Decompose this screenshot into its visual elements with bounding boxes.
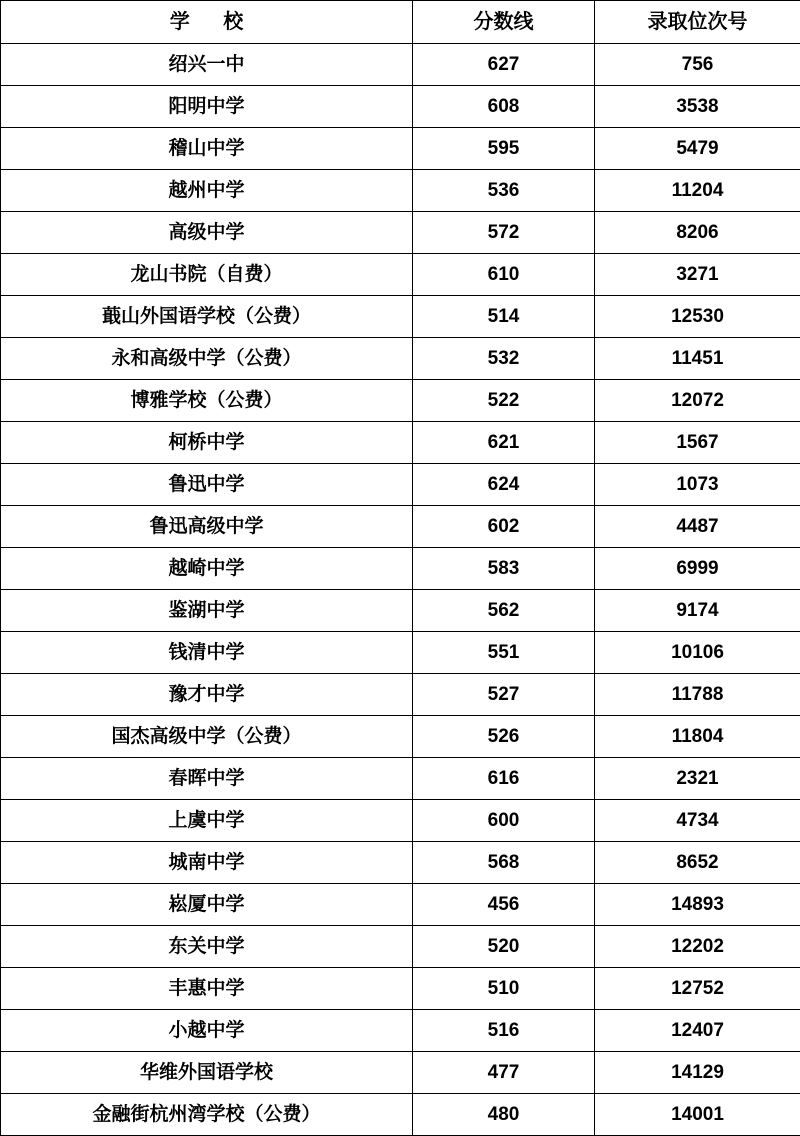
table-row	[1, 296, 800, 338]
cell-school: 阳明中学	[1, 86, 413, 128]
table-row	[1, 884, 800, 926]
cell-score: 568	[413, 842, 595, 884]
table-row	[1, 548, 800, 590]
cell-school: 越州中学	[1, 170, 413, 212]
table-row	[1, 380, 800, 422]
cell-school: 永和高级中学（公费）	[1, 338, 413, 380]
table-row	[1, 632, 800, 674]
cell-school: 钱清中学	[1, 632, 413, 674]
cell-rank: 11804	[595, 716, 800, 758]
cell-rank: 11451	[595, 338, 800, 380]
table-row	[1, 212, 800, 254]
cell-school: 越崎中学	[1, 548, 413, 590]
table-row	[1, 128, 800, 170]
cell-school: 稽山中学	[1, 128, 413, 170]
cell-rank: 6999	[595, 548, 800, 590]
cell-score: 610	[413, 254, 595, 296]
table-row	[1, 86, 800, 128]
cell-school: 金融街杭州湾学校（公费）	[1, 1094, 413, 1136]
cell-score: 520	[413, 926, 595, 968]
cell-school: 崧厦中学	[1, 884, 413, 926]
cell-score: 532	[413, 338, 595, 380]
cell-score: 526	[413, 716, 595, 758]
cell-rank: 9174	[595, 590, 800, 632]
table-row	[1, 1052, 800, 1094]
table-row	[1, 968, 800, 1010]
cell-school: 华维外国语学校	[1, 1052, 413, 1094]
table-row	[1, 842, 800, 884]
cell-rank: 11204	[595, 170, 800, 212]
table-header-row	[1, 1, 800, 44]
cell-school: 柯桥中学	[1, 422, 413, 464]
cell-rank: 1567	[595, 422, 800, 464]
table-row	[1, 1010, 800, 1052]
cell-rank: 4734	[595, 800, 800, 842]
cell-school: 上虞中学	[1, 800, 413, 842]
cell-score: 477	[413, 1052, 595, 1094]
cell-rank: 12202	[595, 926, 800, 968]
cell-score: 456	[413, 884, 595, 926]
cell-school: 蕺山外国语学校（公费）	[1, 296, 413, 338]
cell-score: 616	[413, 758, 595, 800]
cell-school: 龙山书院（自费）	[1, 254, 413, 296]
cell-rank: 2321	[595, 758, 800, 800]
cell-rank: 12407	[595, 1010, 800, 1052]
cell-school: 春晖中学	[1, 758, 413, 800]
cell-score: 595	[413, 128, 595, 170]
cell-school: 鲁迅中学	[1, 464, 413, 506]
cell-school: 博雅学校（公费）	[1, 380, 413, 422]
cell-rank: 1073	[595, 464, 800, 506]
cell-score: 514	[413, 296, 595, 338]
table-row	[1, 44, 800, 86]
cell-rank: 14893	[595, 884, 800, 926]
table-row	[1, 464, 800, 506]
cell-score: 627	[413, 44, 595, 86]
cell-rank: 3538	[595, 86, 800, 128]
cell-school: 丰惠中学	[1, 968, 413, 1010]
cell-score: 527	[413, 674, 595, 716]
cell-school: 东关中学	[1, 926, 413, 968]
cell-school: 鉴湖中学	[1, 590, 413, 632]
cell-rank: 11788	[595, 674, 800, 716]
cell-rank: 756	[595, 44, 800, 86]
table-row	[1, 758, 800, 800]
cell-school: 豫才中学	[1, 674, 413, 716]
cell-score: 551	[413, 632, 595, 674]
cell-school: 绍兴一中	[1, 44, 413, 86]
cell-rank: 8206	[595, 212, 800, 254]
column-header-school: 学 校	[1, 1, 413, 44]
table-row	[1, 422, 800, 464]
table-row	[1, 170, 800, 212]
table-row	[1, 506, 800, 548]
table-row	[1, 1094, 800, 1136]
cell-score: 510	[413, 968, 595, 1010]
cell-rank: 10106	[595, 632, 800, 674]
table-row	[1, 800, 800, 842]
cell-score: 600	[413, 800, 595, 842]
table-row	[1, 590, 800, 632]
cell-school: 城南中学	[1, 842, 413, 884]
table-row	[1, 674, 800, 716]
cell-school: 高级中学	[1, 212, 413, 254]
table-body	[1, 44, 800, 1136]
cell-score: 621	[413, 422, 595, 464]
cell-score: 572	[413, 212, 595, 254]
table-row	[1, 338, 800, 380]
column-header-rank: 录取位次号	[595, 1, 800, 44]
cell-rank: 14001	[595, 1094, 800, 1136]
table-row	[1, 716, 800, 758]
cell-score: 536	[413, 170, 595, 212]
cell-rank: 12530	[595, 296, 800, 338]
cell-school: 小越中学	[1, 1010, 413, 1052]
cell-score: 562	[413, 590, 595, 632]
cell-rank: 4487	[595, 506, 800, 548]
column-header-score: 分数线	[413, 1, 595, 44]
table-row	[1, 254, 800, 296]
cell-score: 608	[413, 86, 595, 128]
table-header	[1, 1, 800, 44]
cell-score: 480	[413, 1094, 595, 1136]
cell-rank: 12752	[595, 968, 800, 1010]
cell-rank: 8652	[595, 842, 800, 884]
cell-score: 516	[413, 1010, 595, 1052]
cell-score: 602	[413, 506, 595, 548]
cell-score: 624	[413, 464, 595, 506]
cell-rank: 3271	[595, 254, 800, 296]
cell-school: 鲁迅高级中学	[1, 506, 413, 548]
cell-school: 国杰高级中学（公费）	[1, 716, 413, 758]
cell-rank: 5479	[595, 128, 800, 170]
cell-rank: 14129	[595, 1052, 800, 1094]
cell-rank: 12072	[595, 380, 800, 422]
table-row	[1, 926, 800, 968]
cell-score: 583	[413, 548, 595, 590]
cell-score: 522	[413, 380, 595, 422]
